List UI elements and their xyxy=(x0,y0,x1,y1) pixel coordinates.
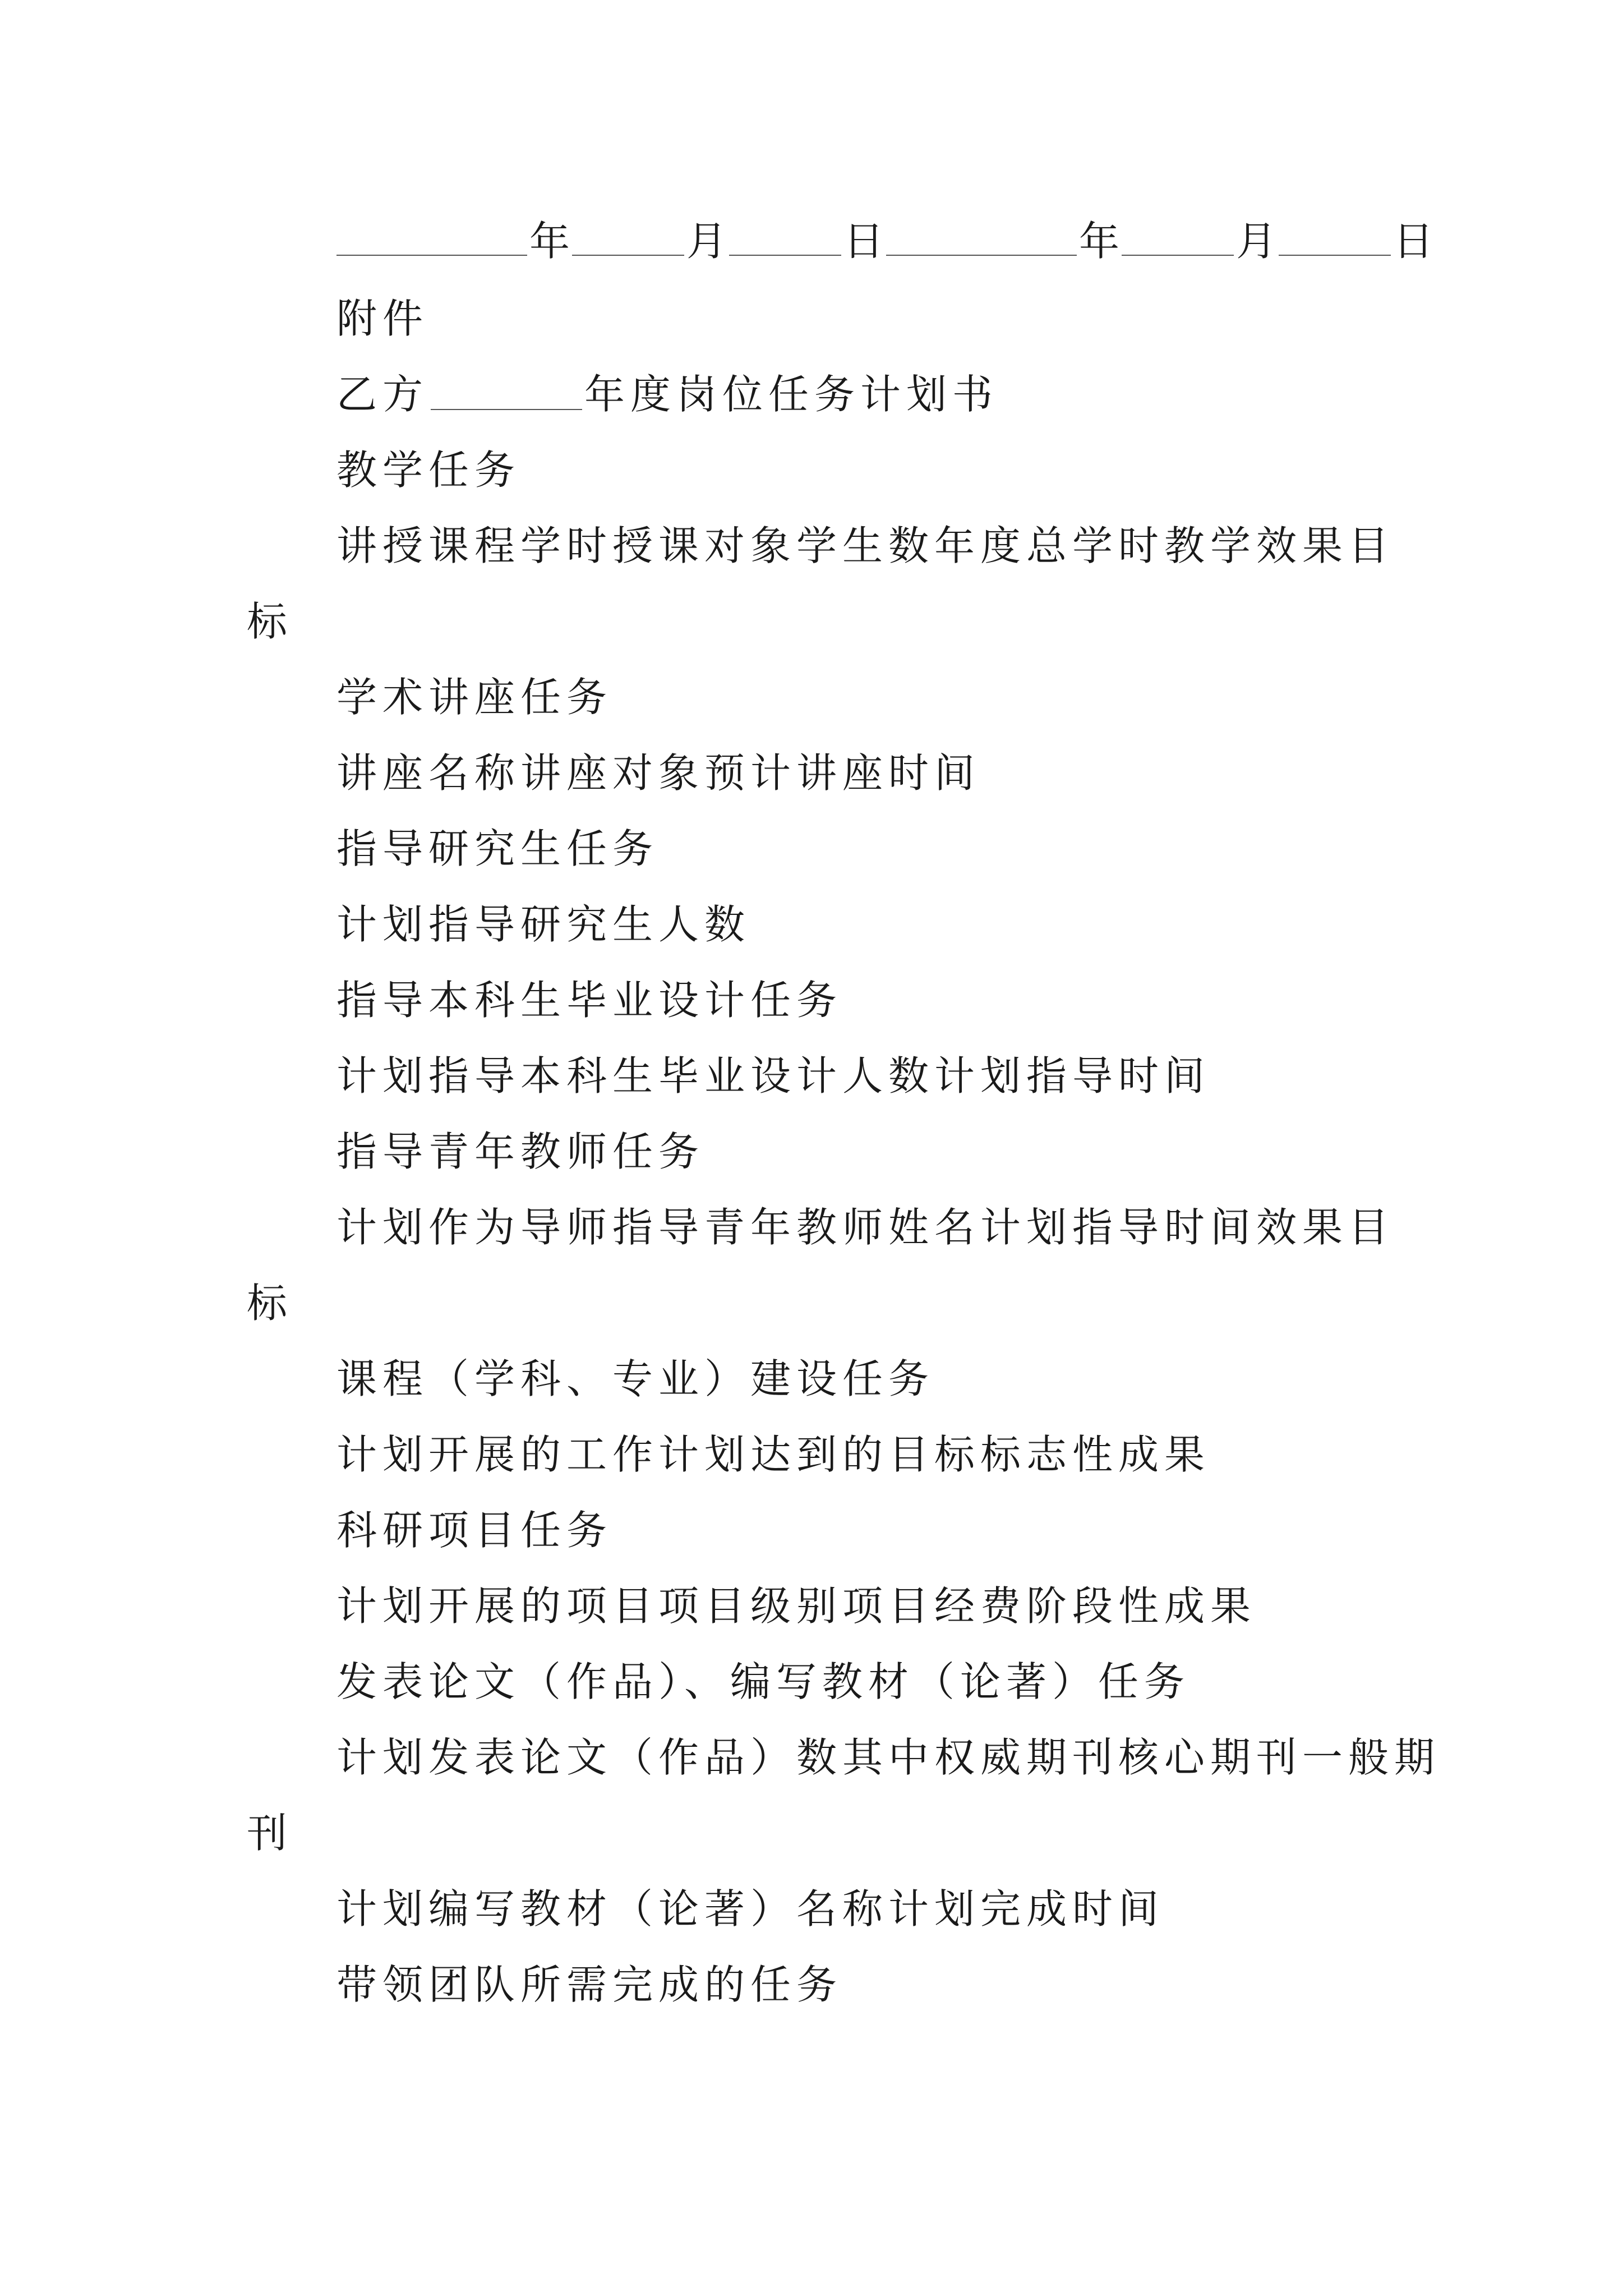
month-blank-2[interactable] xyxy=(1122,220,1234,256)
day-blank-1[interactable] xyxy=(729,220,841,256)
research-project-fields: 计划开展的项目项目级别项目经费阶段性成果 xyxy=(336,1582,1257,1630)
year-label-2: 年 xyxy=(1079,218,1120,265)
graduate-fields: 计划指导研究生人数 xyxy=(336,901,751,948)
publication-fields: 计划发表论文（作品）数其中权威期刊核心期刊一般期 xyxy=(336,1734,1441,1781)
attachment-label: 附件 xyxy=(336,295,429,342)
section-young-teacher: 指导青年教师任务 xyxy=(336,1128,705,1175)
plan-title xyxy=(336,366,998,422)
course-construction-fields: 计划开展的工作计划达到的目标标志性成果 xyxy=(336,1431,1211,1478)
year-blank-1[interactable] xyxy=(336,220,527,256)
section-undergrad-thesis: 指导本科生毕业设计任务 xyxy=(336,977,843,1024)
young-teacher-fields: 计划作为导师指导青年教师姓名计划指导时间效果目 xyxy=(336,1204,1395,1251)
young-teacher-fields-cont: 标 xyxy=(247,1280,293,1327)
teaching-fields-cont: 标 xyxy=(247,598,293,645)
section-teaching-task: 教学任务 xyxy=(336,447,521,494)
year-label-1: 年 xyxy=(529,218,570,265)
day-label-2: 日 xyxy=(1393,218,1434,265)
section-graduate-supervision: 指导研究生任务 xyxy=(336,825,659,872)
plan-title-suffix: 年度岗位任务计划书 xyxy=(584,371,999,418)
year-blank-title[interactable] xyxy=(431,374,582,410)
section-lecture-task: 学术讲座任务 xyxy=(336,674,613,721)
year-blank-2[interactable] xyxy=(886,220,1077,256)
undergrad-fields: 计划指导本科生毕业设计人数计划指导时间 xyxy=(336,1052,1211,1099)
signature-date-line xyxy=(336,213,1436,269)
publication-fields-cont: 刊 xyxy=(247,1810,293,1857)
section-course-construction: 课程（学科、专业）建设任务 xyxy=(336,1355,935,1402)
section-team-task: 带领团队所需完成的任务 xyxy=(336,1961,843,2008)
teaching-fields: 讲授课程学时授课对象学生数年度总学时教学效果目 xyxy=(336,522,1395,569)
section-research-project: 科研项目任务 xyxy=(336,1507,613,1554)
textbook-fields: 计划编写教材（论著）名称计划完成时间 xyxy=(336,1885,1165,1932)
month-blank-1[interactable] xyxy=(572,220,684,256)
plan-title-prefix: 乙方 xyxy=(336,371,429,418)
day-blank-2[interactable] xyxy=(1279,220,1391,256)
lecture-fields: 讲座名称讲座对象预计讲座时间 xyxy=(336,749,981,797)
month-label-1: 月 xyxy=(686,218,727,265)
day-label-1: 日 xyxy=(843,218,884,265)
month-label-2: 月 xyxy=(1236,218,1277,265)
section-publications: 发表论文（作品）、编写教材（论著）任务 xyxy=(336,1658,1191,1705)
